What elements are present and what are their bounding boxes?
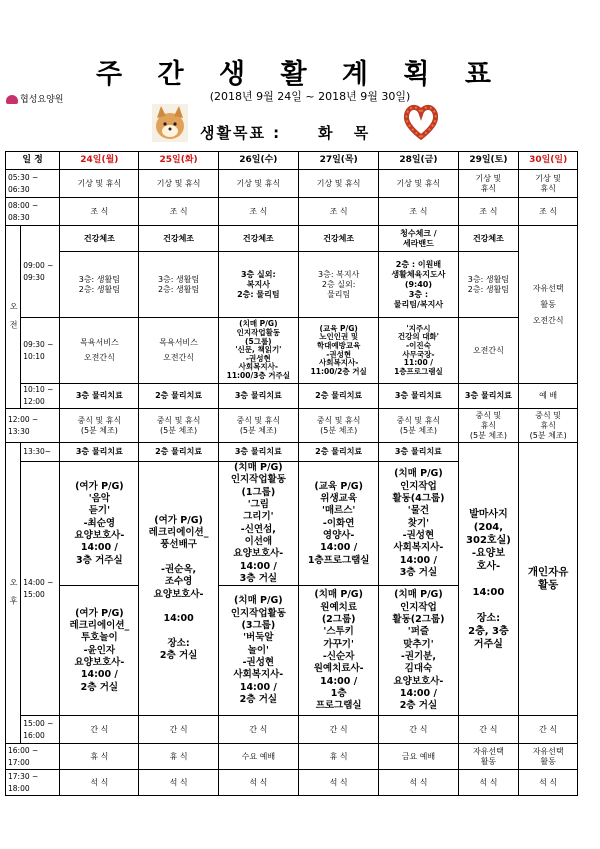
schedule-cell: 3층 물리치료 [60, 443, 139, 462]
schedule-cell: 조 식 [218, 198, 298, 226]
schedule-cell: 중식 및 휴식 (5분 체조) [60, 409, 139, 443]
schedule-cell: 건강체조 [458, 226, 519, 252]
schedule-cell: 기상 및 휴식 [60, 170, 139, 198]
schedule-cell: 예 배 [519, 384, 578, 409]
schedule-cell: 석 식 [379, 770, 458, 796]
time-cell: 05:30 ~ 06:30 [6, 170, 60, 198]
period: (2018년 9월 24일 ~ 2018년 9월 30일) [209, 90, 411, 103]
schedule-cell: 조 식 [299, 198, 379, 226]
schedule-cell: (치매 P/G) 인지작업활동 (5그룹) '신문, 책읽기' -권성현 사회복지사- 11:00/3층 거주실 [218, 318, 298, 384]
schedule-cell: (치매 P/G) 인지작업활동 (3그룹) '버둑알 놀이' -권성현 사회복지사- 14:00 / 2층 거실 [218, 586, 298, 716]
schedule-cell: 석 식 [218, 770, 298, 796]
header-day-tue: 25일(화) [139, 152, 218, 170]
header-day-mon: 24일(월) [60, 152, 139, 170]
schedule-cell: 중식 및 휴식 (5분 체조) [139, 409, 218, 443]
time-cell: 13:30~ [21, 443, 60, 462]
heart-wreath-icon [404, 104, 438, 140]
schedule-cell: 3층: 생활팀 2층: 생활팀 [458, 252, 519, 318]
schedule-cell: 3층 물리치료 [218, 443, 298, 462]
schedule-cell: 간 식 [519, 716, 578, 744]
schedule-cell: 기상 및 휴식 [299, 170, 379, 198]
schedule-cell: 중식 및 휴식 (5분 체조) [458, 409, 519, 443]
schedule-cell: 3층 물리치료 [458, 384, 519, 409]
schedule-cell: 석 식 [299, 770, 379, 796]
org-logo-icon [6, 95, 18, 104]
schedule-cell: 청수체크 / 세라밴드 [379, 226, 458, 252]
schedule-cell: 기상 및 휴식 [379, 170, 458, 198]
schedule-cell: 자유선택 활동 [519, 744, 578, 770]
schedule-cell: (여가 P/G) 레크리에이션_ 투호놀이 -윤인자 요양보호사- 14:00 / 2층 거실 [60, 586, 139, 716]
schedule-cell: 간 식 [299, 716, 379, 744]
schedule-cell: 조 식 [519, 198, 578, 226]
time-cell: 09:00 ~ 09:30 [21, 226, 60, 318]
schedule-cell: (치매 P/G) 원예치료 (2그룹) '스투키 가꾸기' -신순자 원예치료사- 14:00 / 1층 프로그램실 [299, 586, 379, 716]
page-title: 주 간 생 활 계 획 표 [96, 59, 504, 90]
schedule-cell: 건강체조 [218, 226, 298, 252]
schedule-cell: 2층 물리치료 [139, 384, 218, 409]
schedule-cell: 목욕서비스 오전간식 [60, 318, 139, 384]
schedule-cell: 간 식 [60, 716, 139, 744]
schedule-cell: 금요 예배 [379, 744, 458, 770]
schedule-cell: 석 식 [519, 770, 578, 796]
header-schedule: 일 정 [6, 152, 60, 170]
dog-icon [152, 104, 188, 142]
schedule-cell: 휴 식 [60, 744, 139, 770]
header-day-sat: 29일(토) [458, 152, 519, 170]
goal-label: 생활목표 : [200, 124, 282, 142]
schedule-cell: 목욕서비스 오전간식 [139, 318, 218, 384]
schedule-cell: 3층 물리치료 [60, 384, 139, 409]
schedule-cell: 기상 및 휴식 [139, 170, 218, 198]
header-day-sun: 30일(일) [519, 152, 578, 170]
schedule-cell: 간 식 [379, 716, 458, 744]
schedule-cell: '지주시 건강의 대화' -이진숙 사무국장- 11:00 / 1층프로그램실 [379, 318, 458, 384]
time-cell: 08:00 ~ 08:30 [6, 198, 60, 226]
schedule-cell: 3층: 생활팀 2층: 생활팀 [139, 252, 218, 318]
schedule-cell: (치매 P/G) 인지작업 활동(4그룹) '물건 찾기' -권성현 사회복지사- 14:00 / 3층 거실 [379, 462, 458, 586]
schedule-table [5, 151, 578, 796]
time-cell: 12:00 ~ 13:30 [6, 409, 60, 443]
schedule-cell: 자유선택 활동 오전간식 [519, 226, 578, 384]
schedule-cell: 발마사지 (204, 302호실) -요양보 호사- 14:00 장소: 2층, 3층 거주실 [458, 443, 519, 716]
schedule-cell: 중식 및 휴식 (5분 체조) [379, 409, 458, 443]
schedule-cell: 3층 물리치료 [218, 384, 298, 409]
section-pm: 오 후 [6, 443, 21, 744]
schedule-cell: 조 식 [60, 198, 139, 226]
goal-value: 화 목 [318, 124, 377, 142]
schedule-cell: 석 식 [139, 770, 218, 796]
schedule-cell: 건강체조 [60, 226, 139, 252]
schedule-cell: 조 식 [379, 198, 458, 226]
schedule-cell: 자유선택 활동 [458, 744, 519, 770]
time-cell: 14:00 ~ 15:00 [21, 462, 60, 716]
schedule-cell: (교육 P/G) 위생교육 '매르스' -이화연 영양사- 14:00 / 1층프로그램실 [299, 462, 379, 586]
schedule-cell: 개인자유 활동 [519, 443, 578, 716]
time-cell: 16:00 ~ 17:00 [6, 744, 60, 770]
schedule-cell: 3층 물리치료 [379, 443, 458, 462]
schedule-cell: 휴 식 [299, 744, 379, 770]
schedule-cell: 중식 및 휴식 (5분 체조) [218, 409, 298, 443]
schedule-cell: 간 식 [458, 716, 519, 744]
schedule-cell: 기상 및 휴식 [218, 170, 298, 198]
schedule-cell: 조 식 [139, 198, 218, 226]
schedule-cell: 2층 물리치료 [299, 443, 379, 462]
time-cell: 09:30 ~ 10:10 [21, 318, 60, 384]
header-day-thu: 27일(목) [299, 152, 379, 170]
schedule-cell: 수요 예배 [218, 744, 298, 770]
schedule-cell: 석 식 [458, 770, 519, 796]
schedule-cell: 중식 및 휴식 (5분 체조) [299, 409, 379, 443]
schedule-cell: 건강체조 [299, 226, 379, 252]
header-day-wed: 26일(수) [218, 152, 298, 170]
schedule-cell: 석 식 [60, 770, 139, 796]
schedule-cell: 2층 물리치료 [139, 443, 218, 462]
schedule-cell: 오전간식 [458, 318, 519, 384]
schedule-cell: 중식 및 휴식 (5분 체조) [519, 409, 578, 443]
schedule-cell: 3층: 생활팀 2층: 생활팀 [60, 252, 139, 318]
org-name [6, 92, 63, 105]
schedule-cell: (여가 P/G) '음악 듣기' -최순영 요양보호사- 14:00 / 3층 거주실 [60, 462, 139, 586]
time-cell: 10:10 ~ 12:00 [21, 384, 60, 409]
schedule-cell: 3층 물리치료 [379, 384, 458, 409]
org-label: 협성요양원 [20, 95, 64, 105]
time-cell: 15:00 ~ 16:00 [21, 716, 60, 744]
section-am: 오 전 [6, 226, 21, 409]
time-cell: 17:30 ~ 18:00 [6, 770, 60, 796]
schedule-cell: (교육 P/G) 노인인권 및 학대예방교육 -권성현 사회복지사- 11:00/2층 거실 [299, 318, 379, 384]
schedule-cell: 조 식 [458, 198, 519, 226]
schedule-cell: 3층: 복지사 2층 실외: 물리팀 [299, 252, 379, 318]
schedule-cell: (치매 P/G) 인지작업활동 (1그룹) '그림 그리기' -신연섬, 이선애 요양보호사- 14:00 / 3층 거실 [218, 462, 298, 586]
schedule-cell: 기상 및 휴식 [458, 170, 519, 198]
schedule-cell: 간 식 [218, 716, 298, 744]
header-day-fri: 28일(금) [379, 152, 458, 170]
schedule-cell: 3층 실외: 복지사 2층: 물리팀 [218, 252, 298, 318]
schedule-cell: 휴 식 [139, 744, 218, 770]
schedule-cell: 간 식 [139, 716, 218, 744]
schedule-cell: 2층 물리치료 [299, 384, 379, 409]
schedule-cell: (치매 P/G) 인지작업 활동(2그룹) '퍼즐 맞추기' -권기분, 김대숙 요양보호사- 14:00 / 2층 거실 [379, 586, 458, 716]
schedule-cell: 건강체조 [139, 226, 218, 252]
schedule-cell: 기상 및 휴식 [519, 170, 578, 198]
schedule-cell: (여가 P/G) 레크리에이션_ 풍선배구 -권순옥, 조수영 요양보호사- 14:00 장소: 2층 거실 [139, 462, 218, 716]
schedule-cell: 2층 : 이원배 생활체육지도사 (9:40) 3층 : 물리팀/복지사 [379, 252, 458, 318]
